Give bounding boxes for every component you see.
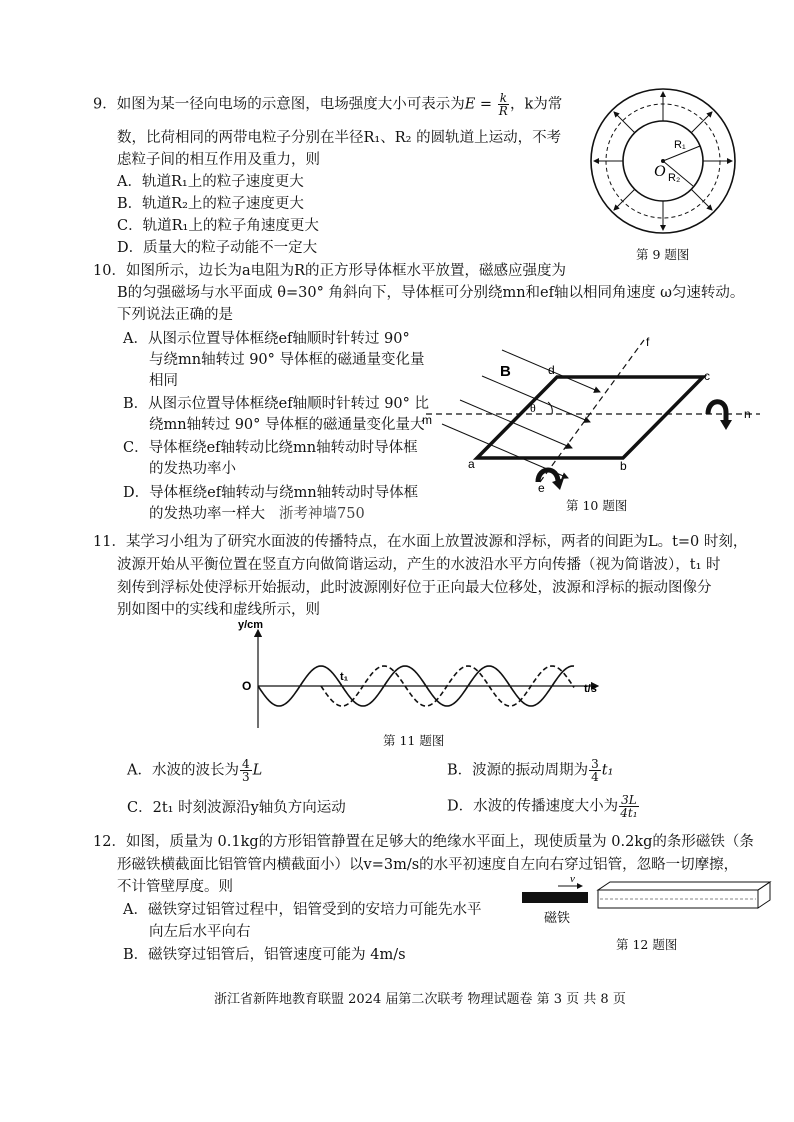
q11-line2: 波源开始从平衡位置在竖直方向做简谐运动，产生的水波沿水平方向传播（视为简谐波），t₁ 时	[117, 557, 721, 573]
q11-option-a: A．水波的波长为 $\frac{4}{3}$ L	[127, 757, 263, 784]
page-footer: 浙江省新阵地教育联盟 2024 届第二次联考 物理试题卷 第 3 页 共 8 页	[214, 992, 626, 1007]
q11-vibration-chart	[236, 620, 616, 730]
q12-fig-magnet-label: 磁铁	[544, 911, 571, 926]
q9-line3: 虑粒子间的相互作用及重力，则	[117, 152, 320, 168]
q10-caption: 第 10 题图	[566, 498, 628, 513]
q12-magnet-tube-figure	[518, 870, 774, 932]
q9-line1: 9．如图为某一径向电场的示意图，电场强度大小可表示为E = $\frac{k}{R}$ ，k为常	[93, 91, 563, 118]
q11-line4: 别如图中的实线和虚线所示，则	[117, 602, 320, 618]
q11-origin-label: O	[242, 679, 252, 693]
q10-option-d-1: D．导体框绕ef轴转动与绕mn轴转动时导体框	[123, 485, 419, 501]
q10-watermark: 浙考神墙750	[279, 506, 365, 522]
q10-fig-e-label: e	[538, 481, 545, 495]
q9-fig-r1-label: R₁	[674, 139, 686, 151]
q10-option-a-3: 相同	[149, 373, 178, 389]
q12-option-b: B．磁铁穿过铝管后，铝管速度可能为 4m/s	[123, 947, 406, 963]
q10-option-b-2: 绕mn轴转过 90° 导体框的磁通量变化量大	[149, 417, 425, 433]
q9-option-d: D．质量大的粒子动能不一定大	[117, 240, 318, 256]
q12-fig-v-label: v	[570, 873, 575, 885]
q10-fig-f-label: f	[646, 335, 650, 349]
q10-option-c-2: 的发热功率小	[149, 461, 236, 477]
q9-line2: 数，比荷相同的两带电粒子分别在半径R₁、R₂ 的圆轨道上运动，不考	[117, 130, 562, 146]
q10-option-a-2: 与绕mn轴转过 90° 导体框的磁通量变化量	[149, 352, 425, 368]
q10-option-b-1: B．从图示位置导体框绕ef轴顺时针转过 90° 比	[123, 396, 430, 412]
q12-line1: 12．如图，质量为 0.1kg的方形铝管静置在足够大的绝缘水平面上，现使质量为 0.2kg的条形磁铁（条	[93, 834, 754, 850]
q11-y-label: y/cm	[238, 620, 264, 631]
q9-fig-r2-label: R₂	[668, 172, 681, 184]
q11-line1: 11．某学习小组为了研究水面波的传播特点，在水面上放置波源和浮标，两者的间距为L。t=0 时刻，	[93, 534, 748, 550]
q9-radial-field-figure	[588, 86, 738, 238]
q10-fig-a-label: a	[468, 457, 475, 471]
q10-fig-b-label: B	[500, 363, 511, 380]
q12-line2: 形磁铁横截面比铝管管内横截面小）以v=3m/s的水平初速度自左向右穿过铝管，忽略一切摩擦，	[117, 857, 739, 873]
q11-option-c: C．2t₁ 时刻波源沿y轴负方向运动	[127, 800, 346, 816]
q10-fig-d-label: d	[548, 363, 555, 377]
q10-fig-theta: θ	[530, 401, 536, 415]
q12-line3: 不计管壁厚度。则	[117, 879, 233, 895]
q11-t1-label: t₁	[340, 671, 349, 683]
q10-option-a-1: A．从图示位置导体框绕ef轴顺时针转过 90°	[123, 331, 410, 347]
q12-magnet	[522, 892, 588, 903]
q12-option-a-1: A．磁铁穿过铝管过程中，铝管受到的安培力可能先水平	[123, 902, 482, 918]
q11-option-d: D．水波的传播速度大小为 $\frac{3L}{\text{4t₁}}$	[447, 793, 638, 820]
q9-fig-o-label: O	[654, 163, 666, 180]
q9-option-b: B．轨道R₂上的粒子速度更大	[117, 196, 304, 212]
q9-formula-fraction: $\frac{k}{R}$	[498, 91, 508, 118]
q11-line3: 刻传到浮标处使浮标开始振动，此时波源刚好位于正向最大位移处，波源和浮标的振动图像分	[117, 580, 712, 596]
q12-caption: 第 12 题图	[616, 937, 678, 952]
q12-option-a-2: 向左后水平向右	[149, 924, 251, 940]
q10-fig-n-label: n	[744, 407, 751, 421]
q10-option-d-2: 的发热功率一样大 浙考神墙750	[149, 506, 365, 522]
q9-option-c: C．轨道R₁上的粒子角速度更大	[117, 218, 319, 234]
q10-line1: 10．如图所示，边长为a电阻为R的正方形导体框水平放置，磁感应强度为	[93, 263, 567, 279]
q10-line2: B的匀强磁场与水平面成 θ=30° 角斜向下，导体框可分别绕mn和ef轴以相同角速度 ω匀速转动。	[117, 285, 745, 301]
q10-fig-c-label: c	[704, 369, 710, 383]
q9-caption: 第 9 题图	[636, 247, 690, 262]
q10-option-c-1: C．导体框绕ef轴转动比绕mn轴转动时导体框	[123, 440, 418, 456]
q10-frame-figure	[420, 332, 776, 497]
q10-line3: 下列说法正确的是	[117, 307, 233, 323]
q9-option-a: A．轨道R₁上的粒子速度更大	[117, 174, 304, 190]
q11-option-b: B．波源的振动周期为 $\frac{3}{4}$ t₁	[447, 757, 614, 784]
q10-fig-b-corner-label: b	[620, 459, 627, 473]
q11-x-label: t/s	[584, 683, 597, 695]
q11-caption: 第 11 题图	[383, 733, 445, 748]
q10-fig-m-label: m	[422, 413, 432, 427]
